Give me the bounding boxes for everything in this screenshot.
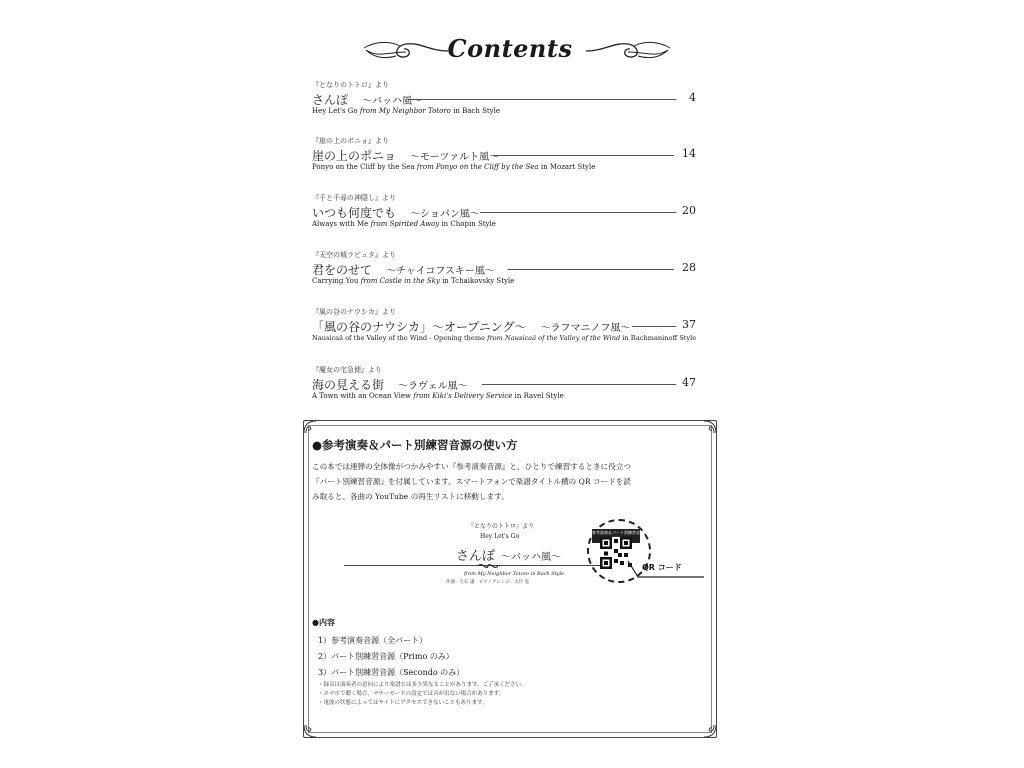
entry-title-jp: 「風の谷のナウシカ」～オープニング～ ～ラフマニノフ風～: [312, 320, 631, 334]
sample-jp-title: さんぽ ～バッハ風～: [456, 549, 562, 564]
list-item: 3）パート別練習音源（Secondo のみ）: [318, 668, 465, 677]
sample-from: from My Neighbor Totoro in Bach Style: [464, 571, 565, 577]
list-item: 1）参考演奏音源（全パート）: [318, 636, 428, 645]
contents-title: Contents: [447, 34, 573, 63]
howto-title: ●参考演奏＆パート別練習音源の使い方: [312, 438, 518, 452]
howto-box: [303, 420, 717, 738]
entry-title-en: Ponyo on the Cliff by the Sea from Ponyo on the Cliff by the Sea in Mozart Style: [312, 163, 596, 171]
corner-ornament-icon: [702, 419, 718, 435]
dotted-leader: [482, 384, 676, 385]
contents-entry-4[interactable]: [312, 250, 696, 300]
dotted-leader: [508, 269, 674, 270]
entry-title-jp: 崖の上のポニョ ～モーツァルト風～: [312, 149, 500, 163]
dotted-leader: [408, 99, 676, 100]
contents-entry-6[interactable]: [312, 365, 696, 415]
entry-page-number: 4: [689, 91, 696, 104]
entry-title-jp: 海の見える街 ～ラヴェル風～: [312, 378, 468, 392]
entry-title-jp: いつも何度でも ～ショパン風～: [312, 206, 480, 220]
sample-en-title: Hey Let's Go: [480, 533, 520, 540]
contents-entry-2[interactable]: [312, 136, 696, 186]
entry-source: 『千と千尋の神隠し』より: [312, 194, 396, 202]
notes: [318, 681, 527, 708]
contents-entry-5[interactable]: [312, 307, 696, 357]
entry-title-en: Always with Me from Spirited Away in Chopin Style: [312, 220, 496, 228]
sample-source: 『となりのトトロ』より: [468, 523, 535, 530]
contents-list-title: ●内容: [312, 618, 335, 627]
sample-credit: 作曲：久石 譲 ピアノアレンジ：大竹 晃: [446, 580, 530, 585]
qr-badge: 参考演奏＆パート別練習音: [592, 529, 640, 543]
note-item: ・スマホで聴く場合、マナーモードの設定では音が出ない場合があります。: [318, 691, 505, 697]
note-item: ・電波の状態によってはサイトにアクセスできないこともあります。: [318, 700, 488, 706]
entry-title-en: A Town with an Ocean View from Kiki's Delivery Service in Ravel Style: [312, 392, 564, 400]
entry-source: 『崖の上のポニョ』より: [312, 137, 389, 145]
contents-header: [310, 30, 710, 80]
entry-source: 『風の谷のナウシカ』より: [312, 308, 396, 316]
entry-source: 『天空の城ラピュタ』より: [312, 251, 396, 259]
entry-title-jp: 君をのせて ～チャイコフスキー風～: [312, 263, 495, 277]
dotted-leader: [494, 155, 674, 156]
corner-ornament-icon: [702, 723, 718, 739]
contents-entry-3[interactable]: [312, 193, 696, 243]
contents-entry-1[interactable]: [312, 80, 696, 130]
entry-page-number: 14: [682, 147, 696, 160]
entry-source: 『魔女の宅急便』より: [312, 366, 382, 374]
entry-page-number: 20: [682, 204, 696, 217]
entry-title-jp: さんぽ ～バッハ風～: [312, 93, 423, 107]
entry-title-en: Nausicaä of the Valley of the Wind - Opening theme from Nausicaä of the Valley of the Wind in Rachmaninoff Style: [312, 334, 697, 342]
corner-ornament-icon: [302, 723, 318, 739]
entry-page-number: 28: [682, 261, 696, 274]
list-item: 2）パート別練習音源（Primo のみ）: [318, 652, 454, 661]
right-flourish-icon: [584, 38, 674, 64]
contents-list: [318, 633, 464, 681]
dotted-leader: [480, 212, 676, 213]
note-item: ・録音は演奏者の意向により楽譜とは多少異なることがあります。ご了承ください。: [318, 682, 527, 688]
entry-page-number: 37: [682, 318, 696, 331]
entry-page-number: 47: [682, 376, 696, 389]
dotted-leader: [632, 326, 676, 327]
corner-ornament-icon: [302, 419, 318, 435]
qr-code-label: QR コード: [642, 563, 682, 572]
knot-ornament-icon: [476, 561, 500, 571]
entry-title-en: Hey Let's Go from My Neighbor Totoro in Bach Style: [312, 107, 501, 115]
entry-source: 『となりのトトロ』より: [312, 81, 389, 89]
howto-description: この本では連弾の全体像がつかみやすい『参考演奏音源』と、ひとりで練習するときに役立つ 『パート別練習音源』を付属しています。スマートフォンで楽譜タイトル横の QR コードを読 み取ると、各曲の YouTube の再生リストに移動します。: [312, 462, 631, 501]
entry-title-en: Carrying You from Castle in the Sky in Tchaikovsky Style: [312, 277, 515, 285]
